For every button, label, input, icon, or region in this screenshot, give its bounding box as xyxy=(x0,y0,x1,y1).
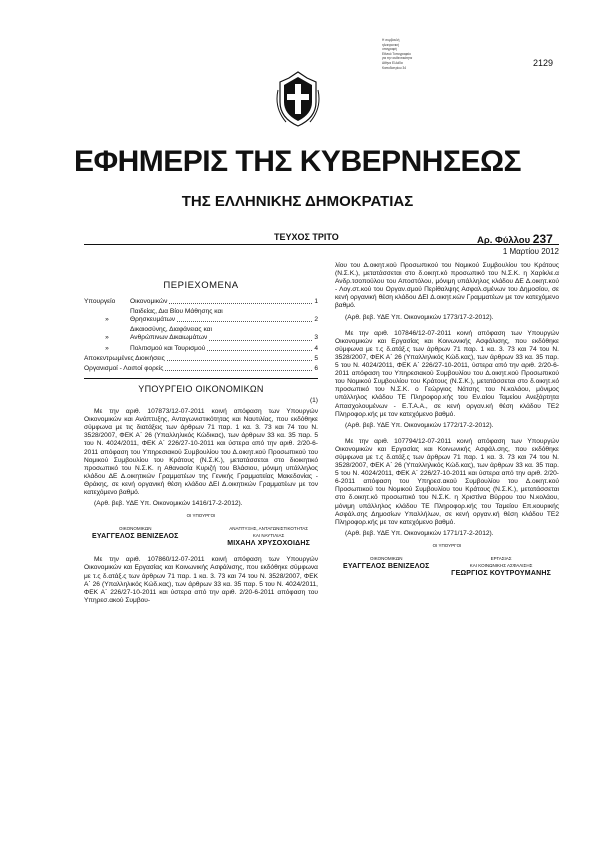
section-heading: ΥΠΟΥΡΓΕΙΟ ΟΙΚΟΝΟΜΙΚΩΝ xyxy=(138,383,264,394)
digital-signature-stamp: Η συμβουλή ηλεκτρονική υπογραφή Εθνικό Τυπογραφείο για την αυθεντικότητα Αθήνα Ελλάδα Καποδιστρίου 34 xyxy=(382,38,413,70)
toc-divider xyxy=(84,378,318,379)
decision-paragraph-continued: λίου του Δ.οικητ.κού Προσωπικού του Νομικού Συμβουλίου του Κράτους (Ν.Σ.Κ.), μετατάσσεται στο δ.οικητ.κό προσωπικό του Ν.Σ.Κ. η Χαρίκλε.α Ανδρ.τσοπούλου του Αποστόλου, μόνιμη υπάλληλος κλάδου ΔΕ Δ.οικητ.κού - Λογ.στ.κού του Οργαν.σμού Περίθαλψης Ασφαλ.σμένων του Δημοσίου, σε κενή οργανική θέση κλάδου ΔΕΙ Δ.οικητ.κών Γραμματέων με τον κατεχόμενο βαθμό. xyxy=(335,262,559,310)
gazette-title: ΕΦΗΜΕΡΙΣ ΤΗΣ ΚΥΒΕΡΝΗΣΕΩΣ xyxy=(73,145,522,178)
toc-entry[interactable]: Υπουργείο Οικονομικών 1 xyxy=(84,298,318,306)
gazette-subtitle: ΤΗΣ ΕΛΛΗΝΙΚΗΣ ΔΗΜΟΚΡΑΤΙΑΣ xyxy=(181,193,414,210)
decision-paragraph: Με την αριθ. 107860/12-07-2011 κοινή απόφαση των Υπουργών Οικονομικών και Εργασίας και Κοινωνικής Ασφάλισης, που εκδόθηκε σύμφωνα με τ.ς δ.ατάξ.ς των άρθρων 71 παρ. 1 κα. 3. 73 και 74 του Ν. 3528/2007, ΦΕΚ Α΄ 26 (Υπαλληλικός Κώδ.κας), των άρθρων 33 κα. 35 παρ. 5 του Ν. 4024/2011, ΦΕΚ Α΄ 226/27-10-2011 και ύστερα από την αριθ. 2/20-6-2011 απόφαση του Υπηρεσ.ακού Συμβου- xyxy=(84,556,318,604)
signatories-heading: ΟΙ ΥΠΟΥΡΓΟΙ xyxy=(186,513,216,519)
left-column xyxy=(84,282,318,608)
decision-reference: (Αρθ. βεβ. ΥΔΕ Υπ. Οικονομικών 1416/17-2-2012). xyxy=(94,500,243,508)
sheet-number: Αρ. Φύλλου 237 xyxy=(477,232,553,246)
decision-reference: (Αρθ. βεβ. ΥΔΕ Υπ. Οικονομικών 1773/17-2-2012). xyxy=(345,313,494,321)
signature-block: ΟΙΚΟΝΟΜΙΚΩΝ ΕΥΑΓΓΕΛΟΣ ΒΕΝΙΖΕΛΟΣ xyxy=(343,556,430,570)
toc-entry[interactable]: » Ανθρώπινων Δικαιωμάτων 3 xyxy=(105,334,318,342)
toc-heading: ΠΕΡΙΕΧΟΜΕΝΑ xyxy=(163,280,239,291)
decision-reference: (Αρθ. βεβ. ΥΔΕ Υπ. Οικονομικών 1771/17-2-2012). xyxy=(345,529,494,537)
decision-reference: (Αρθ. βεβ. ΥΔΕ Υπ. Οικονομικών 1772/17-2-2012). xyxy=(345,421,494,429)
decision-paragraph: Με την αριθ. 107873/12-07-2011 κοινή απόφαση των Υπουργών Οικονομικών και Ανάπτυξης, Ανταγωνιστικότητας και Ναυτιλίας, που εκδόθηκε σύμφωνα με τις διατάξεις των άρθρων 71 παρ. 1 κα. 3. 73 και 74 του Ν. 3528/2007, ΦΕΚ Α΄ 26 (Υπαλληλικός Κώδικας), των άρθρων 33 κα. 35 παρ. 5 του Ν. 4024/2011, ΦΕΚ Α΄ 226/27-10-2011 και ύστερα από την αριθ. 2/20-6-2011 απόφαση του Υπηρεσιακού Συμβουλίου του Δ.οικητ.κού Προσωπικού του Νομικού Συμβουλίου του Κράτους (Ν.Σ.Κ.), μετατάσσεται στο διοικητικό προσωπικό του Ν.Σ.Κ. η Αθανασία Κυριζή του Βλάσιου, μόνιμη υπάλληλος κλάδου ΔΕ Δ.οικητικών Γραμματέων της Γενικής Γραμματείας Μακεδονίας - Θράκης, σε κενή οργανική θέση κλάδου ΔΕΙ Δ.οικητικών Γραμματέων με τον κατεχόμενο βαθμό. xyxy=(84,408,318,496)
toc-entry[interactable]: Αποκεντρωμένες Διοικήσεις 5 xyxy=(84,354,318,362)
issue-label: ΤΕΥΧΟΣ ΤΡΙΤΟ xyxy=(274,232,339,242)
toc-entry[interactable]: » Πολιτισμού και Τουρισμού 4 xyxy=(105,344,318,352)
right-column xyxy=(335,262,559,578)
toc-entry[interactable]: » Θρησκευμάτων 2 xyxy=(105,316,318,324)
item-number: (1) xyxy=(309,396,318,404)
signatories-heading: ΟΙ ΥΠΟΥΡΓΟΙ xyxy=(432,542,462,548)
decision-paragraph: Με την αριθ. 107794/12-07-2011 κοινή απόφαση των Υπουργών Οικονομικών και Εργασίας και Κοινωνικής Ασφάλ.σης, που εκδόθηκε σύμφωνα με τ.ς δ.ατάξ.ς των άρθρων 71 παρ. 1 κα. 3. 73 και 74 του Ν. 3528/2007, ΦΕΚ Α΄ 26 (Υπαλληλικός Κώδ.κας), των άρθρων 33 κα. 35 παρ. 5 του Ν. 4024/2011, ΦΕΚ Α΄ 226/27-10-2011 και ύστερα από την αριθ. 2/20-6-2011 απόφαση του Υπηρεσ.ακού Συμβουλίου του Δ.οικητ.κού Προσωπικού του Νομικού Συμβουλίου του Κράτους (Ν.Σ.Κ.), μετατάσσεται στο δ.οικητ.κό προσωπικό του Ν.Σ.Κ. η Χριστίνα Βύρρου του Ν.κολάου, μόνιμη υπάλληλος κλάδου ΤΕ Πληροφορ.κής του Ταμείου Επ.κουρικής Ασφάλ.σης Δημοσίων Υπαλλήλων, σε κενή οργαν.κή θέση κλάδου ΤΕ2 Πληροφορ.κής με τον κατεχόμενο βαθμό. xyxy=(335,437,559,526)
signatures xyxy=(84,526,318,548)
page-number: 2129 xyxy=(533,58,554,68)
coat-of-arms-emblem xyxy=(276,68,320,128)
toc-entry[interactable]: Οργανισμοί - Λοιποί φορείς 6 xyxy=(84,364,318,372)
issue-date: 1 Μαρτίου 2012 xyxy=(502,247,559,256)
header-rule xyxy=(84,244,559,245)
signature-block: ΟΙΚΟΝΟΜΙΚΩΝ ΕΥΑΓΓΕΛΟΣ ΒΕΝΙΖΕΛΟΣ xyxy=(92,526,179,541)
signature-block: ΑΝΑΠΤΥΞΗΣ, ΑΝΤΑΓΩΝΙΣΤΙΚΟΤΗΤΑΣ ΚΑΙ ΝΑΥΤΙΛΙΑΣ ΜΙΧΑΗΛ ΧΡΥΣΟΧΟΙΔΗΣ xyxy=(227,526,310,548)
signature-block: ΕΡΓΑΣΙΑΣ ΚΑΙ ΚΟΙΝΩΝΙΚΗΣ ΑΣΦΑΛΙΣΗΣ ΓΕΩΡΓΙΟΣ ΚΟΥΤΡΟΥΜΑΝΗΣ xyxy=(451,556,551,577)
toc-entry-line: Δικαιοσύνης, Διαφάνειας και xyxy=(130,326,212,334)
signatures xyxy=(335,556,559,578)
toc-entry-line: Παιδείας, Δια Βίου Μάθησης και xyxy=(130,308,223,316)
decision-paragraph: Με την αριθ. 107846/12-07-2011 κοινή απόφαση των Υπουργών Οικονομικών και Εργασίας και Κοινωνικής Ασφάλισης, που εκδόθηκε σύμφωνα με τ.ς δ.ατάξ.ς των άρθρων 71 παρ. 1 κα. 3. 73 και 74 του Ν. 3528/2007, ΦΕΚ Α΄ 26 (Υπαλληλικός Κώδ.κας), των άρθρων 33 κα. 35 παρ. 5 του Ν. 4024/2011, ΦΕΚ Α΄ 226/27-10-2011, ύστερα από την αριθ. 2/20-6-2011 απόφαση του Υπηρεσιακού Συμβουλίου του Δ.οικητ.κού Προσωπικού του Νομικού Συμβουλίου του Κράτους (Ν.Σ.Κ.), μετατάσσεται στο δ.οικητ.κό προσωπικό του Ν.Σ.Κ. ο Γεώργιος Νάτσης του Ν.κολάου, μόνιμος υπάλληλος κλάδου ΤΕ Πληροφορ.κής του Εν.αίου Ταμείου Ανεξάρτητα Απασχολουμένων - Ε.Τ.Α.Α., σε κενή οργαν.κή θέση κλάδου ΤΕ2 Πληροφορ.κής με τον κατεχόμενο βαθμό. xyxy=(335,329,559,418)
